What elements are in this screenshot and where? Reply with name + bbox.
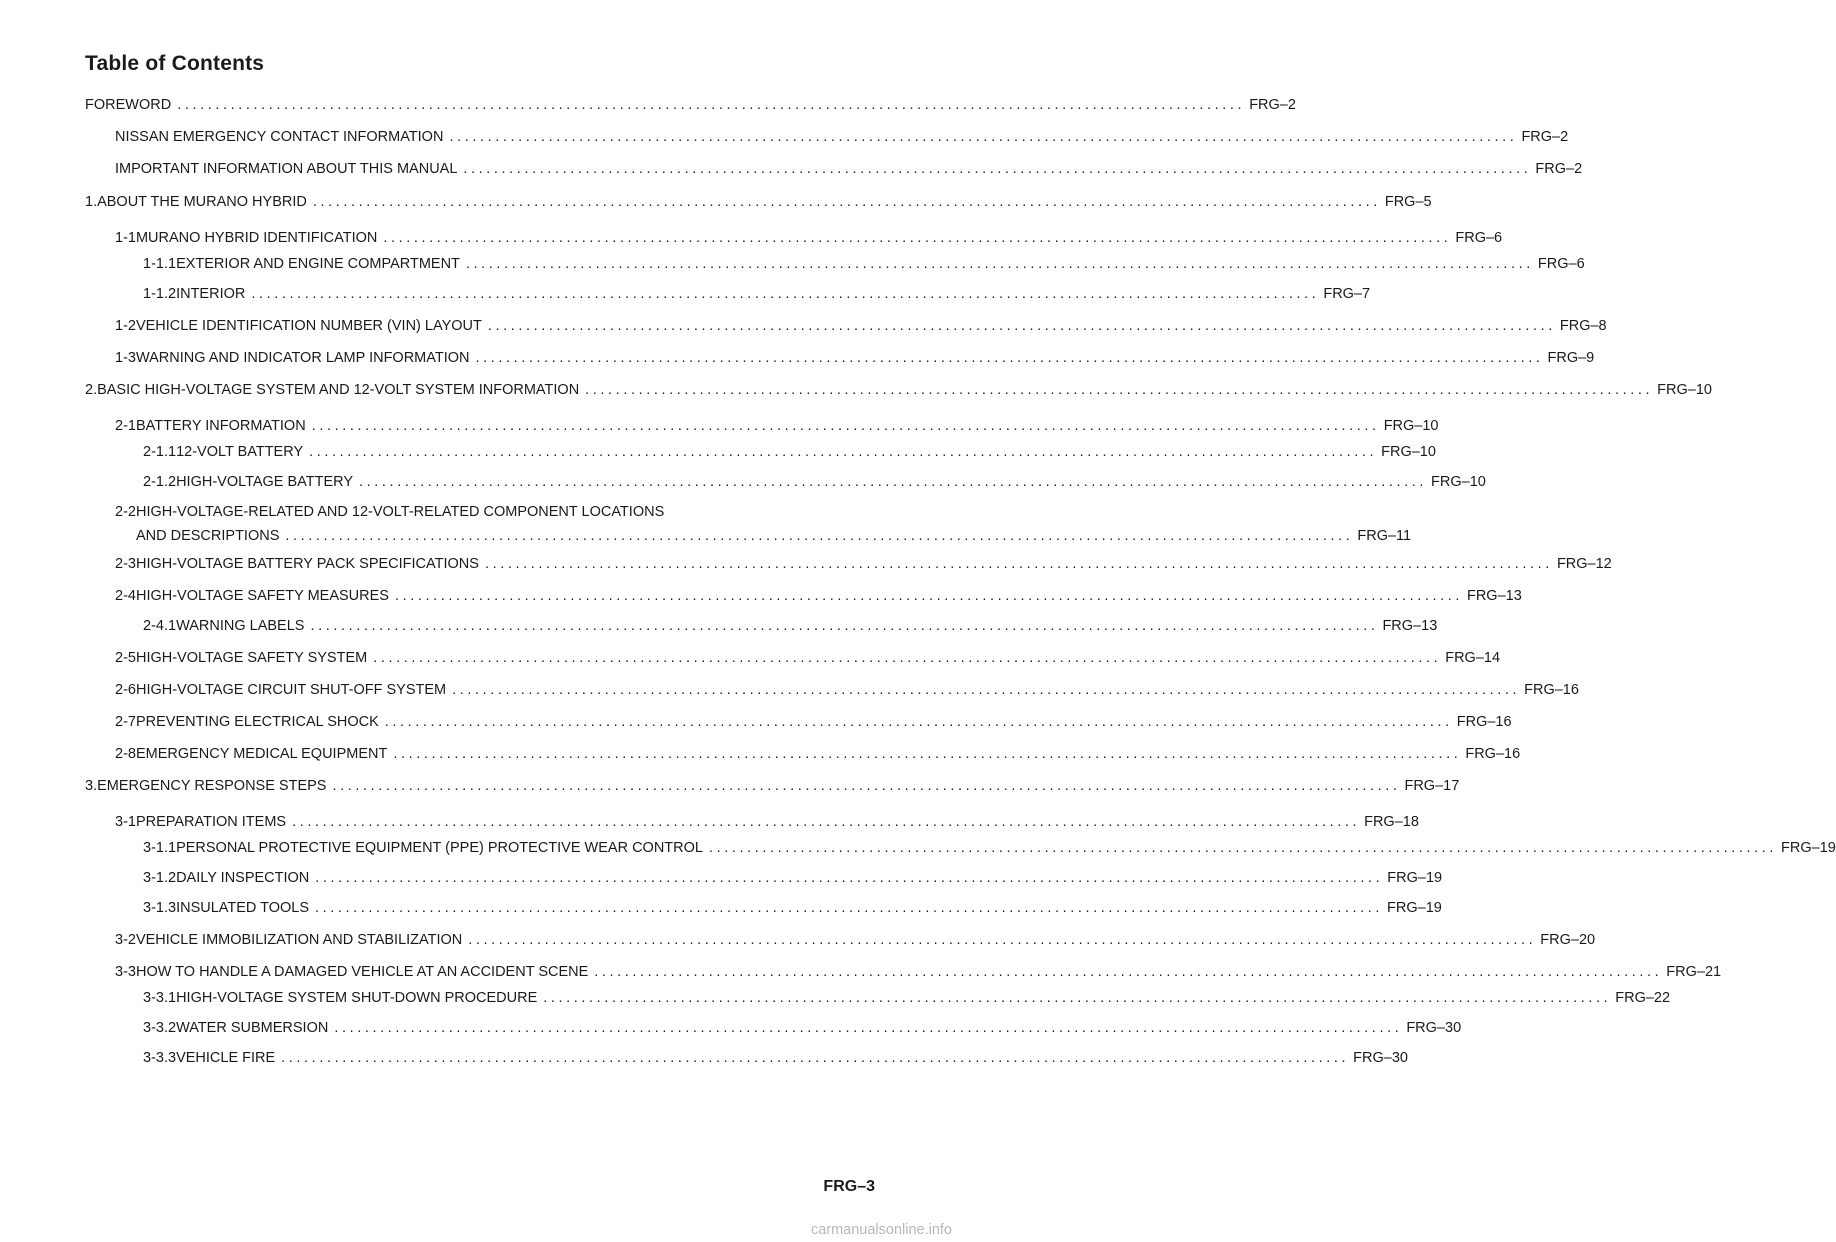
toc-entry-page: FRG–11 — [1357, 528, 1412, 544]
toc-entry-page: FRG–21 — [1666, 964, 1722, 980]
dot-leader: ............................................................................................................................................ — [452, 682, 1521, 698]
dot-leader: ............................................................................................................................................ — [177, 97, 1246, 113]
toc-entry-number: 3-3.3 — [143, 1050, 177, 1066]
toc-entry-number: 3-2 — [115, 932, 136, 948]
toc-entry[interactable] — [115, 503, 1412, 545]
toc-entry-number: 2. — [85, 382, 98, 398]
toc-entry-page: FRG–7 — [1323, 286, 1371, 302]
toc-entry[interactable] — [143, 617, 1438, 635]
dot-leader: ............................................................................................................................................ — [383, 230, 1452, 246]
toc-entry-number: 3-1 — [115, 814, 136, 830]
dot-leader: ............................................................................................................................................ — [311, 418, 1380, 434]
toc-entry-number: 3-3 — [115, 964, 136, 980]
dot-leader: ............................................................................................................................................ — [393, 746, 1462, 762]
toc-entry-page: FRG–2 — [1535, 161, 1583, 177]
toc-entry-label: NISSAN EMERGENCY CONTACT INFORMATION — [115, 129, 444, 145]
toc-entry-label: EXTERIOR AND ENGINE COMPARTMENT — [176, 256, 460, 272]
toc-entry-number: 2-5 — [115, 650, 136, 666]
toc-entry-label: BATTERY INFORMATION — [135, 418, 306, 434]
dot-leader: ............................................................................................................................................ — [384, 714, 1453, 730]
toc-entry-label: VEHICLE IDENTIFICATION NUMBER (VIN) LAYOUT — [135, 318, 482, 334]
dot-leader: ............................................................................................................................................ — [332, 778, 1401, 794]
toc-entry-label: PREPARATION ITEMS — [135, 814, 287, 830]
toc-entry[interactable] — [143, 989, 1671, 1007]
toc-entry-label: HIGH-VOLTAGE BATTERY — [176, 474, 354, 490]
dot-leader: ............................................................................................................................................ — [315, 870, 1384, 886]
toc-entry-page: FRG–5 — [1384, 194, 1432, 210]
toc-entry-page: FRG–10 — [1383, 418, 1439, 434]
toc-entry[interactable] — [115, 229, 1503, 247]
dot-leader: ............................................................................................................................................ — [487, 318, 1556, 334]
dot-leader: ............................................................................................................................................ — [312, 194, 1381, 210]
dot-leader: ............................................................................................................................................ — [475, 350, 1544, 366]
dot-leader: ............................................................................................................................................ — [463, 161, 1532, 177]
toc-entry-page: FRG–13 — [1466, 588, 1522, 604]
toc-entry-number: 2-7 — [115, 714, 136, 730]
dot-leader: ............................................................................................................................................ — [468, 932, 1537, 948]
toc-entry[interactable] — [115, 681, 1579, 699]
toc-entry[interactable] — [115, 555, 1612, 573]
toc-entry-label: AND DESCRIPTIONS — [135, 528, 280, 544]
watermark-text: carmanualsonline.info — [810, 1222, 952, 1238]
toc-entry-number: 1-1 — [115, 230, 136, 246]
toc-entry-page: FRG–2 — [1249, 97, 1296, 113]
toc-entry-label: INTERIOR — [176, 286, 246, 302]
toc-entry-page: FRG–10 — [1657, 382, 1712, 398]
toc-entry[interactable] — [143, 1049, 1408, 1067]
toc-entry-label: HIGH-VOLTAGE-RELATED AND 12-VOLT-RELATED COMPONENT LOCATIONS — [135, 504, 665, 520]
toc-entry[interactable] — [143, 473, 1486, 491]
dot-leader: ............................................................................................................................................ — [310, 618, 1379, 634]
toc-entry[interactable] — [143, 1019, 1462, 1037]
toc-entry-label: VEHICLE IMMOBILIZATION AND STABILIZATION — [135, 932, 463, 948]
toc-entry-number: 2-1.2 — [143, 474, 177, 490]
toc-entry-label: DAILY INSPECTION — [176, 870, 310, 886]
toc-entry-number: 1-2 — [115, 318, 136, 334]
toc-entry-line2 — [136, 527, 1411, 545]
toc-entry[interactable] — [143, 443, 1436, 461]
dot-leader: ............................................................................................................................................ — [543, 990, 1612, 1006]
toc-entry-page: FRG–6 — [1537, 256, 1585, 272]
toc-entry[interactable] — [85, 96, 1296, 114]
toc-entry-page: FRG–19 — [1780, 840, 1836, 856]
toc-entry-number: 2-6 — [115, 682, 136, 698]
toc-entry[interactable] — [85, 381, 1712, 399]
dot-leader: ............................................................................................................................................ — [373, 650, 1442, 666]
toc-entry-number: 2-8 — [115, 746, 136, 762]
toc-entry-label: IMPORTANT INFORMATION ABOUT THIS MANUAL — [115, 161, 458, 177]
toc-entry-page: FRG–13 — [1382, 618, 1438, 634]
toc-entry[interactable] — [115, 417, 1439, 435]
toc-entry-page: FRG–17 — [1404, 778, 1460, 794]
toc-entry-page: FRG–9 — [1547, 350, 1595, 366]
toc-entry-page: FRG–10 — [1431, 474, 1486, 490]
toc-entry-label: ABOUT THE MURANO HYBRID — [97, 194, 307, 210]
toc-entry-number: 3. — [85, 778, 98, 794]
page-number: FRG–3 — [823, 1178, 875, 1195]
toc-entry-label: FOREWORD — [85, 97, 172, 113]
toc-entry-number: 1. — [85, 194, 98, 210]
toc-entry-number: 2-2 — [115, 504, 136, 520]
dot-leader: ............................................................................................................................................ — [585, 382, 1654, 398]
dot-leader: ............................................................................................................................................ — [334, 1020, 1403, 1036]
toc-entry[interactable] — [143, 899, 1442, 917]
toc-entry[interactable] — [115, 963, 1722, 981]
toc-entry[interactable] — [115, 745, 1521, 763]
toc-entry[interactable] — [143, 839, 1836, 857]
toc-entry-number: 2-1 — [115, 418, 136, 434]
toc-entry-number: 2-3 — [115, 556, 136, 572]
toc-entry-page: FRG–20 — [1540, 932, 1596, 948]
toc-entry-label: WARNING LABELS — [176, 618, 305, 634]
dot-leader: ............................................................................................................................................ — [309, 444, 1378, 460]
dot-leader: ............................................................................................................................................ — [484, 556, 1553, 572]
dot-leader: ............................................................................................................................................ — [594, 964, 1663, 980]
toc-entry-label: HIGH-VOLTAGE CIRCUIT SHUT-OFF SYSTEM — [135, 682, 447, 698]
toc-entry-page: FRG–30 — [1406, 1020, 1462, 1036]
toc-entry-page: FRG–16 — [1456, 714, 1512, 730]
dot-leader: ............................................................................................................................................ — [315, 900, 1384, 916]
dot-leader: ............................................................................................................................................ — [449, 129, 1518, 145]
toc-entry[interactable] — [115, 813, 1419, 831]
toc-entry-page: FRG–30 — [1353, 1050, 1408, 1066]
toc-entry[interactable] — [115, 713, 1512, 731]
toc-entry-label: HOW TO HANDLE A DAMAGED VEHICLE AT AN ACCIDENT SCENE — [135, 964, 589, 980]
toc-entry[interactable] — [143, 255, 1585, 273]
dot-leader: ............................................................................................................................................ — [708, 840, 1777, 856]
toc-entry-number: 3-1.3 — [143, 900, 177, 916]
toc-entry[interactable] — [85, 193, 1432, 211]
toc-entry-page: FRG–19 — [1387, 870, 1443, 886]
toc-entry-number: 3-1.1 — [143, 840, 177, 856]
toc-entry[interactable] — [115, 931, 1596, 949]
toc-entry-number: 3-3.2 — [143, 1020, 177, 1036]
toc-entry[interactable] — [85, 777, 1460, 795]
toc-entry[interactable] — [115, 128, 1569, 146]
toc-entry-label: EMERGENCY RESPONSE STEPS — [97, 778, 327, 794]
toc-entry-label: HIGH-VOLTAGE SAFETY MEASURES — [135, 588, 389, 604]
toc-entry[interactable] — [115, 349, 1595, 367]
toc-entry-number: 2-4.1 — [143, 618, 177, 634]
toc-entry-number: 3-1.2 — [143, 870, 177, 886]
toc-entry-label: 12-VOLT BATTERY — [176, 444, 304, 460]
toc-entry-number: 1-1.2 — [143, 286, 177, 302]
toc-entry-number: 1-1.1 — [143, 256, 177, 272]
toc-entry[interactable] — [143, 285, 1371, 303]
toc-entry-label: HIGH-VOLTAGE SYSTEM SHUT-DOWN PROCEDURE — [176, 990, 538, 1006]
toc-entry[interactable] — [115, 587, 1522, 605]
toc-entry[interactable] — [143, 869, 1443, 887]
toc-entry-page: FRG–16 — [1524, 682, 1579, 698]
toc-entry-line1 — [136, 503, 1411, 521]
dot-leader: ............................................................................................................................................ — [285, 528, 1354, 544]
page-title: Table of Contents — [85, 52, 265, 75]
toc-entry-label: WARNING AND INDICATOR LAMP INFORMATION — [135, 350, 470, 366]
toc-entry-label: PERSONAL PROTECTIVE EQUIPMENT (PPE) PROTECTIVE WEAR CONTROL — [176, 840, 703, 856]
dot-leader: ............................................................................................................................................ — [251, 286, 1320, 302]
toc-entry-number: 3-3.1 — [143, 990, 177, 1006]
dot-leader: ............................................................................................................................................ — [292, 814, 1361, 830]
toc-entry-page: FRG–19 — [1387, 900, 1442, 916]
toc-entry-page: FRG–14 — [1445, 650, 1501, 666]
toc-entry-page: FRG–8 — [1559, 318, 1607, 334]
dot-leader: ............................................................................................................................................ — [394, 588, 1463, 604]
toc-entry-number: 2-1.1 — [143, 444, 177, 460]
toc-entry-label: BASIC HIGH-VOLTAGE SYSTEM AND 12-VOLT SYSTEM INFORMATION — [97, 382, 580, 398]
toc-entry-label: EMERGENCY MEDICAL EQUIPMENT — [135, 746, 388, 762]
dot-leader: ............................................................................................................................................ — [359, 474, 1428, 490]
toc-entry-page: FRG–2 — [1521, 129, 1569, 145]
toc-entry-label: HIGH-VOLTAGE SAFETY SYSTEM — [135, 650, 368, 666]
toc-entry-page: FRG–16 — [1465, 746, 1521, 762]
toc-entry-label: INSULATED TOOLS — [176, 900, 310, 916]
toc-entry-number: 1-3 — [115, 350, 136, 366]
toc-entry-label: PREVENTING ELECTRICAL SHOCK — [135, 714, 379, 730]
toc-entry-page: FRG–22 — [1615, 990, 1671, 1006]
dot-leader: ............................................................................................................................................ — [465, 256, 1534, 272]
toc-entry-label: WATER SUBMERSION — [176, 1020, 329, 1036]
toc-entry-label: HIGH-VOLTAGE BATTERY PACK SPECIFICATIONS — [135, 556, 479, 572]
toc-entry-page: FRG–18 — [1364, 814, 1419, 830]
toc-entry[interactable] — [115, 649, 1501, 667]
toc-entry-label: VEHICLE FIRE — [176, 1050, 276, 1066]
toc-entry-number: 2-4 — [115, 588, 136, 604]
toc-entry-page: FRG–12 — [1556, 556, 1612, 572]
toc-entry-page: FRG–6 — [1455, 230, 1503, 246]
toc-entry-page: FRG–10 — [1381, 444, 1436, 460]
dot-leader: ............................................................................................................................................ — [281, 1050, 1350, 1066]
toc-entry[interactable] — [115, 160, 1583, 178]
toc-entry-label-wrap — [136, 503, 1411, 545]
toc-entry[interactable] — [115, 317, 1607, 335]
toc-entry-label: MURANO HYBRID IDENTIFICATION — [135, 230, 378, 246]
